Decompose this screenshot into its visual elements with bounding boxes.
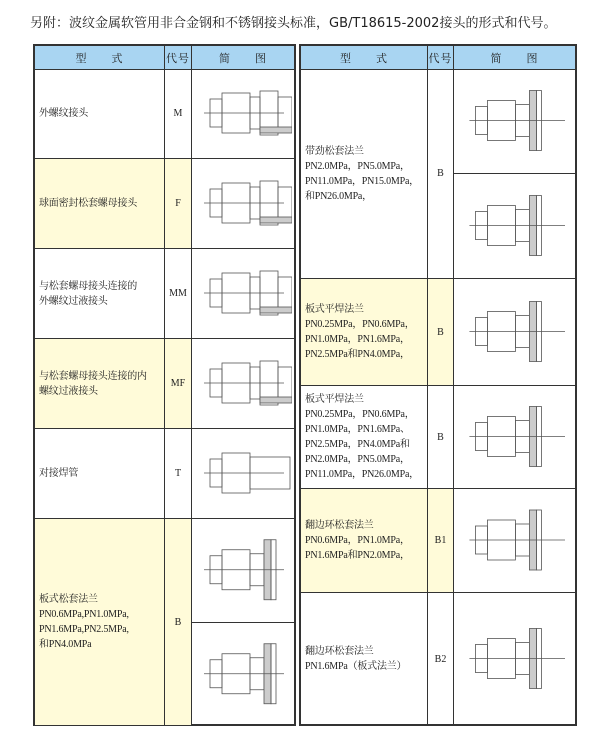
female-adapter-diagram: [192, 339, 292, 427]
flange-diagram: [454, 174, 573, 277]
code-cell: T: [165, 429, 192, 519]
flange-diagram: [454, 279, 573, 384]
header-code: 代号: [165, 46, 192, 69]
diagram-slot: [192, 339, 294, 429]
diagram-slot: [454, 386, 575, 489]
type-cell: 对接焊管: [35, 429, 165, 519]
flange-diagram: [192, 623, 292, 725]
code-cell: B: [428, 386, 454, 489]
left-header-row: [35, 46, 294, 70]
diagram-slot: [192, 429, 294, 519]
type-cell: 球面密封松套螺母接头: [35, 159, 165, 249]
code-cell: M: [165, 69, 192, 159]
male-adapter-diagram: [192, 249, 292, 337]
diagram-cell: [192, 249, 294, 339]
code-cell: F: [165, 159, 192, 249]
type-cell: 与松套螺母接头连接的内 螺纹过液接头: [35, 339, 165, 429]
diagram-slot: [192, 159, 294, 249]
right-header-row: [301, 46, 575, 70]
diagram-slot: [454, 174, 575, 279]
code-cell: MM: [165, 249, 192, 339]
diagram-cell: [192, 429, 294, 519]
type-cell: 外螺纹接头: [35, 69, 165, 159]
code-cell: MF: [165, 339, 192, 429]
diagram-slot: [454, 279, 575, 386]
diagram-slot: [192, 519, 294, 623]
code-cell: B: [165, 519, 192, 726]
butt-weld-diagram: [192, 429, 292, 517]
type-cell: 与松套螺母接头连接的 外螺纹过液接头: [35, 249, 165, 339]
header-diagram: 简 图: [490, 51, 539, 65]
code-cell: B: [428, 279, 454, 386]
type-cell: 带劲松套法兰 PN2.0MPa，PN5.0MPa， PN11.0MPa，PN15.0MPa， 和PN26.0MPa，: [301, 69, 428, 279]
diagram-slot: [192, 69, 294, 159]
diagram-cell: [454, 386, 575, 489]
type-cell: 翻边环松套法兰 PN0.6MPa，PN1.0MPa， PN1.6MPa和PN2.0MPa，: [301, 489, 428, 593]
header-type: 型 式: [301, 46, 428, 69]
type-cell: 板式平焊法兰 PN0.25MPa，PN0.6MPa， PN1.0MPa，PN1.6MPa、 PN2.5MPa，PN4.0MPa和 PN2.0MPa，PN5.0MPa， PN11.0MPa，PN26.0MPa，: [301, 386, 428, 489]
right-table: [299, 44, 577, 726]
diagram-cell: [192, 339, 294, 429]
code-cell: B: [428, 69, 454, 279]
diagram-cell: [454, 593, 575, 726]
diagram-slot: [454, 489, 575, 593]
swivel-nut-diagram: [192, 159, 292, 247]
code-cell: B2: [428, 593, 454, 726]
male-thread-diagram: [192, 69, 292, 157]
flange-diagram: [454, 593, 573, 724]
type-cell: 翻边环松套法兰 PN1.6MPa（板式法兰）: [301, 593, 428, 726]
diagram-cell: [454, 69, 575, 279]
left-table: [33, 44, 296, 726]
diagram-slot: [192, 623, 294, 727]
diagram-slot: [454, 69, 575, 174]
diagram-slot: [454, 593, 575, 726]
diagram-cell: [192, 69, 294, 159]
flange-diagram: [454, 489, 573, 591]
diagram-cell: [454, 279, 575, 386]
diagram-slot: [192, 249, 294, 339]
code-cell: B1: [428, 489, 454, 593]
header-type: 型 式: [35, 46, 165, 69]
page-title: 另附：波纹金属软管用非合金钢和不锈钢接头标准，GB/T18615-2002接头的形式和代号。: [30, 16, 557, 31]
flange-diagram: [454, 69, 573, 172]
diagram-cell: [192, 519, 294, 726]
flange-diagram: [454, 386, 573, 487]
type-cell: 板式松套法兰 PN0.6MPa,PN1.0MPa, PN1.6MPa,PN2.5MPa, 和PN4.0MPa: [35, 519, 165, 726]
header-code: 代号: [428, 46, 454, 69]
type-cell: 板式平焊法兰 PN0.25MPa，PN0.6MPa， PN1.0MPa，PN1.6MPa， PN2.5MPa和PN4.0MPa，: [301, 279, 428, 386]
diagram-cell: [192, 159, 294, 249]
flange-diagram: [192, 519, 292, 621]
diagram-cell: [454, 489, 575, 593]
header-diagram: 简 图: [219, 51, 267, 65]
